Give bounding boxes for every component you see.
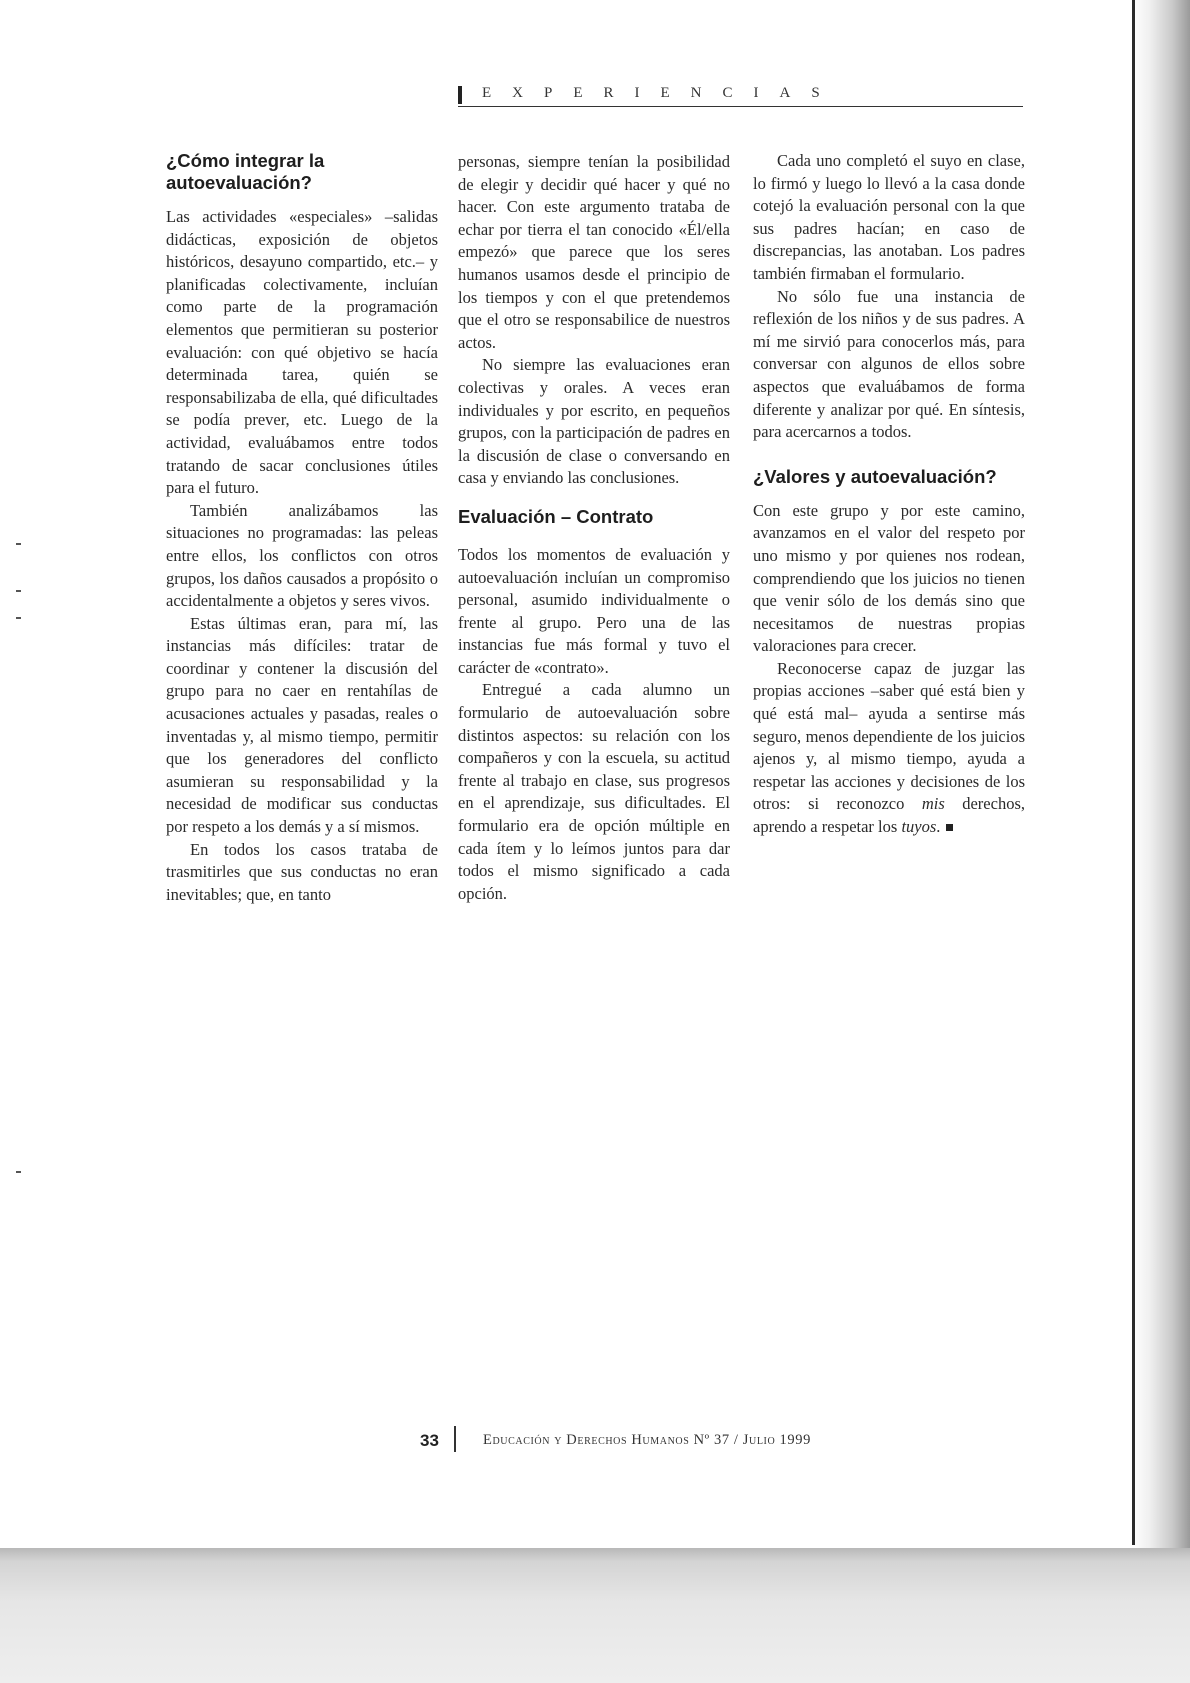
section-label: EXPERIENCIAS [482, 85, 841, 101]
footer-divider [454, 1426, 456, 1452]
paragraph: En todos los casos trataba de trasmitirles que sus conductas no eran inevitables; que, en tanto [166, 839, 438, 904]
running-header [458, 82, 1023, 107]
section-heading: Evaluación – Contrato [458, 505, 654, 527]
margin-mark [16, 1171, 21, 1173]
margin-mark [16, 543, 21, 545]
margin-mark [16, 590, 21, 592]
column-2 [458, 151, 730, 905]
paragraph: Todos los momentos de evaluación y autoevaluación incluían un compromiso personal, asumido individualmente o frente al grupo. Pero una de las instancias fue más formal y tuvo el carácter de «contrato». [458, 544, 730, 677]
paragraph: Entregué a cada alumno un formulario de autoevaluación sobre distintos aspectos: su relación con los compañeros y con la escuela, su actitud frente al trabajo en clase, sus progresos en el aprendizaje, sus dificultades. El formulario era de opción múltiple en cada ítem y lo leímos juntos para dar todos el mismo significado a cada opción. [458, 680, 730, 903]
emphasis-tuyos: tuyos [901, 817, 937, 837]
text-run: Reconocerse capaz de juzgar las propias acciones –saber qué está bien y qué está mal– ayuda a sentirse más seguro, menos dependiente de los juicios ajenos y, al mismo tiempo, ayuda a respetar las acciones y decisiones de los otros: si reconozco [753, 658, 1025, 814]
final-paragraph [753, 658, 1025, 839]
paragraph: También analizábamos las situaciones no programadas: las peleas entre ellos, los conflictos con otros grupos, los daños causados a propósito o accidentalmente a objetos y seres vivos. [166, 500, 438, 611]
emphasis-mis: mis [921, 794, 945, 814]
scan-page-edge-line [1132, 0, 1135, 1545]
publication-info: Educación y Derechos Humanos Nº 37 / Julio 1999 [483, 1432, 811, 1448]
text-run: . [936, 817, 941, 837]
page-number: 33 [420, 1431, 439, 1450]
paragraph: Con este grupo y por este camino, avanzamos en el valor del respeto por uno mismo y por quienes nos rodean, comprendiendo que los juicios no tienen que venir sólo de los demás sino que necesitamos de nuestras propias valoraciones para crecer. [753, 500, 1025, 656]
margin-mark [16, 617, 21, 619]
end-of-article-square-icon [946, 824, 953, 831]
paragraph: Cada uno completó el suyo en clase, lo firmó y luego lo llevó a la casa donde cotejó la evaluación personal con la que sus padres hacían; en caso de discrepancias, las anotaban. Los padres también firmaban el formulario. [753, 151, 1025, 283]
scan-page-edge-shadow [1132, 0, 1190, 1560]
paragraph: No siempre las evaluaciones eran colectivas y orales. A veces eran individuales y por escrito, en pequeños grupos, con la participación de padres en la discusión de clase o conversando en casa y enviando las conclusiones. [458, 355, 730, 488]
scan-bottom-shadow [0, 1548, 1190, 1683]
section-heading: ¿Valores y autoevaluación? [753, 465, 997, 487]
section-heading: ¿Cómo integrar la autoevaluación? [166, 150, 325, 193]
paragraph: No sólo fue una instancia de reflexión de los niños y de sus padres. A mí me sirvió para conocerlos más, para conversar con algunos de ellos sobre aspectos que evaluábamos de forma diferente y analizar por qué. En síntesis, para acercarnos a todos. [753, 286, 1025, 442]
text-run: derechos, aprendo a respetar los [753, 794, 1025, 837]
paragraph: Las actividades «especiales» –salidas didácticas, exposición de objetos históricos, desayuno compartido, etc.– y planificadas colectivamente, incluían como parte de la programación elementos que permitieran su posterior evaluación: con qué objetivo se hacía determinada tarea, quién se responsabilizaba de ella, qué dificultades se podía prever, etc. Luego de la actividad, evaluábamos entre todos tratando de sacar conclusiones útiles para el futuro. [166, 207, 438, 498]
column-1 [166, 150, 438, 906]
paragraph: Estas últimas eran, para mí, las instancias más difíciles: tratar de coordinar y contener la discusión del grupo para no caer en rentahílas de acusaciones actuales y pasadas, reales o inventadas y, al mismo tiempo, permitir que los generadores del conflicto asumieran su responsabilidad y la necesidad de modificar sus conductas por respeto a los demás y a sí mismos. [166, 613, 438, 837]
header-bar [458, 86, 462, 104]
paragraph: personas, siempre tenían la posibilidad de elegir y decidir qué hacer y qué no hacer. Con este argumento trataba de echar por tierra el tan conocido «Él/ella empezó» que parece que los seres humanos usamos desde el principio de los tiempos y con el que pretendemos que el otro se responsabilice de nuestros actos. [458, 152, 730, 352]
column-3 [753, 150, 1025, 839]
